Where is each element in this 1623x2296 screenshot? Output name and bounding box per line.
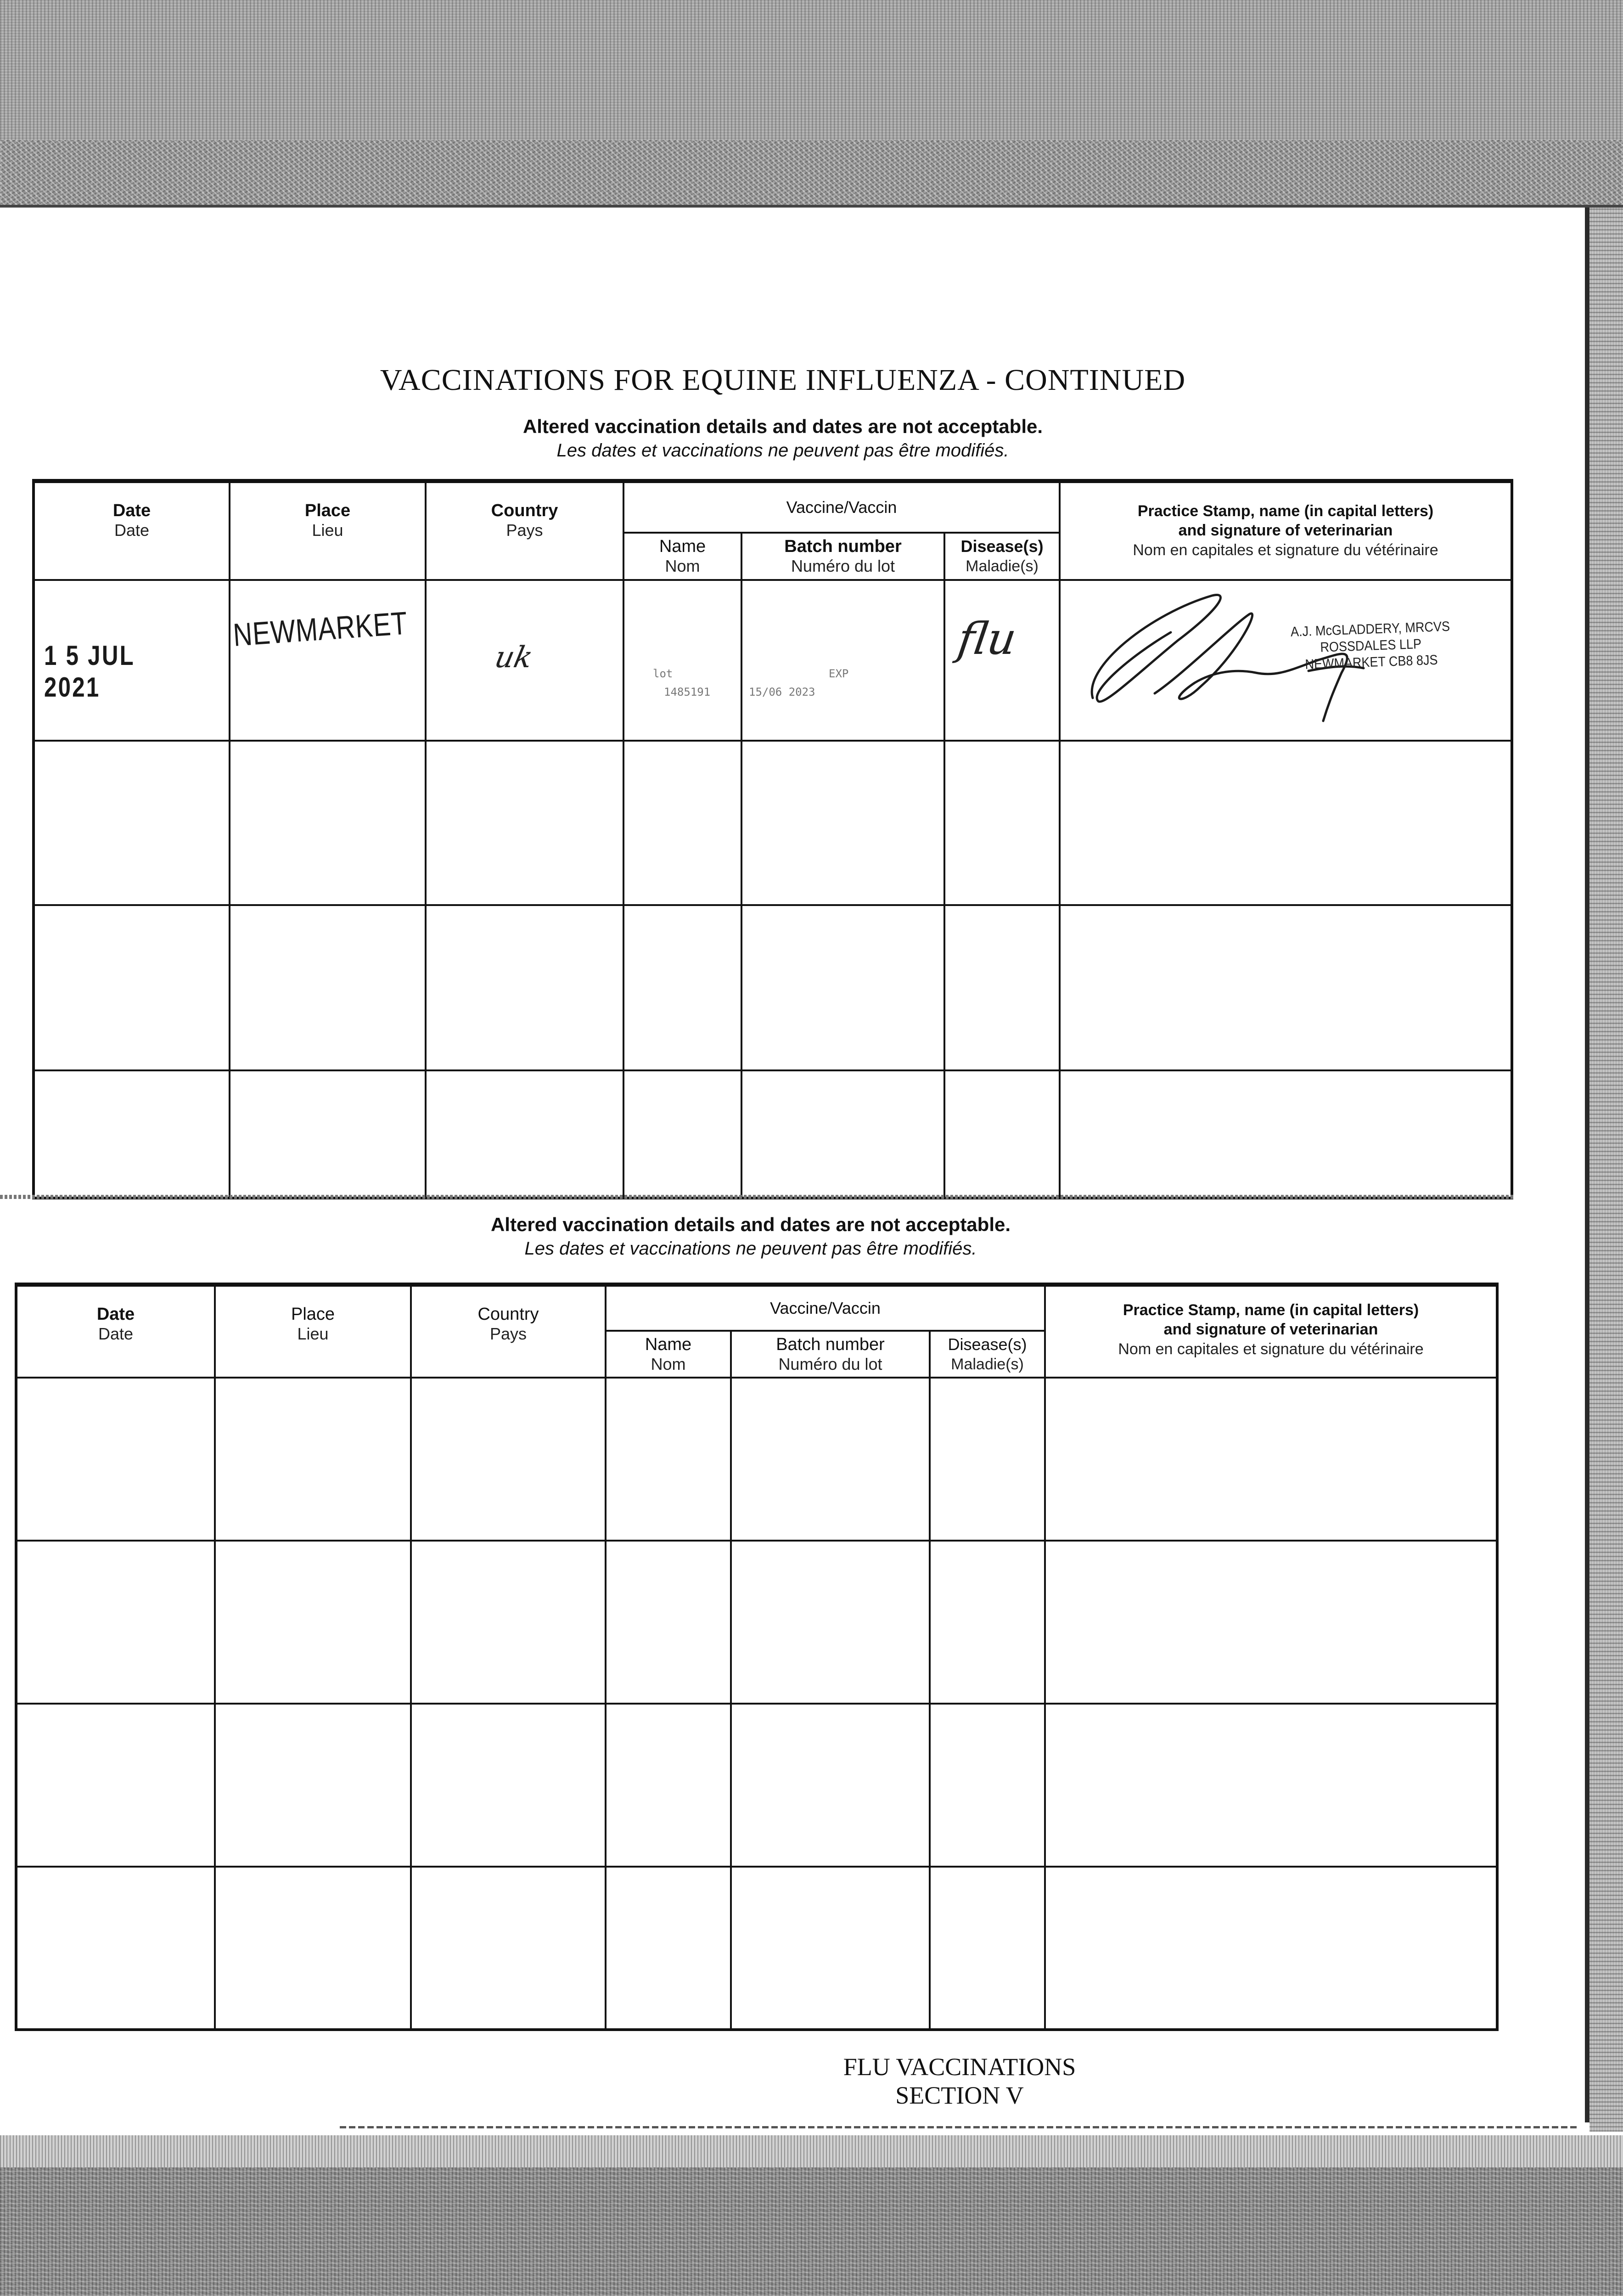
disease-handwritten: flu [955, 613, 1020, 664]
cell-name [623, 905, 741, 1070]
notice-english: Altered vaccination details and dates are not acceptable. [490, 1214, 1011, 1235]
header-name-fr: Nom [651, 1354, 686, 1373]
scan-line-bottom [340, 2126, 1579, 2128]
cell-country [411, 1541, 606, 1704]
cell-country [426, 1070, 623, 1198]
cell-date [16, 1541, 215, 1704]
cell-batch [731, 1541, 930, 1704]
cell-practice-stamp [1045, 1867, 1497, 2030]
date-stamp: 1 5 JUL 2021 [44, 640, 135, 703]
header-place [215, 1285, 411, 1378]
cell-name [623, 580, 741, 741]
cell-country [411, 1704, 606, 1867]
cell-place [230, 580, 426, 741]
header-stamp-en-2: and signature of veterinarian [1163, 1321, 1378, 1338]
footer-line-1: FLU VACCINATIONS [843, 2053, 1076, 2081]
page-top-edge [0, 205, 1623, 208]
header-disease-fr: Maladie(s) [951, 1355, 1024, 1373]
header-country-en: Country [491, 501, 558, 520]
header-batch-en: Batch number [776, 1334, 885, 1354]
cell-name [623, 1070, 741, 1198]
notice-top [0, 414, 1566, 462]
cell-batch [731, 1378, 930, 1541]
header-place-fr: Lieu [297, 1324, 329, 1343]
cell-practice-stamp [1045, 1541, 1497, 1704]
table-row [34, 905, 1512, 1070]
cell-practice-stamp [1060, 905, 1512, 1070]
cell-place [215, 1867, 411, 2030]
header-place-en: Place [291, 1305, 335, 1324]
cell-place [215, 1704, 411, 1867]
header-date-fr: Date [98, 1324, 134, 1343]
cell-disease [930, 1541, 1045, 1704]
lot-number: 1485191 [664, 685, 711, 698]
cell-disease [944, 1070, 1060, 1198]
cell-disease [944, 741, 1060, 905]
country-handwritten: uk [492, 640, 536, 675]
table-row [34, 1070, 1512, 1198]
header-name-en: Name [659, 537, 706, 556]
notice-middle [0, 1212, 1533, 1260]
page-right-edge [1585, 208, 1589, 2122]
header-date-en: Date [112, 501, 151, 520]
cell-disease [944, 580, 1060, 741]
stamp-town: NEWMARKET CB8 8JS [1304, 652, 1438, 672]
notice-french: Les dates et vaccinations ne peuvent pas être modifiés. [556, 440, 1009, 461]
lot-label: lot [653, 667, 673, 680]
cell-disease [930, 1378, 1045, 1541]
header-country-fr: Pays [489, 1324, 527, 1343]
header-disease-fr: Maladie(s) [966, 557, 1039, 575]
header-date [16, 1285, 215, 1378]
footer-line-2: SECTION V [895, 2082, 1024, 2109]
cell-date [34, 905, 230, 1070]
cell-country [426, 905, 623, 1070]
cell-place [230, 1070, 426, 1198]
cell-batch [741, 1070, 944, 1198]
header-batch-fr: Numéro du lot [791, 557, 895, 575]
header-practice-stamp [1060, 481, 1512, 580]
cell-practice-stamp [1045, 1378, 1497, 1541]
header-stamp-en-1: Practice Stamp, name (in capital letters) [1123, 1301, 1419, 1319]
header-disease-en: Disease(s) [960, 537, 1044, 556]
header-batch [741, 533, 944, 580]
header-country-en: Country [477, 1305, 539, 1324]
veterinarian-stamp [1263, 617, 1479, 674]
vaccination-table-1 [32, 479, 1513, 1199]
header-vaccine: Vaccine/Vaccin [606, 1285, 1045, 1331]
table-row [34, 741, 1512, 905]
header-name [606, 1331, 731, 1378]
cell-place [230, 741, 426, 905]
header-disease [930, 1331, 1045, 1378]
cell-disease [930, 1867, 1045, 2030]
place-stamp: NEWMARKET [232, 605, 409, 653]
cell-date [16, 1704, 215, 1867]
cell-batch [731, 1704, 930, 1867]
header-date-en: Date [96, 1305, 135, 1324]
stamp-practice: ROSSDALES LLP [1320, 636, 1422, 655]
header-name-fr: Nom [665, 557, 700, 575]
scan-line [0, 1195, 1515, 1199]
header-name-en: Name [645, 1334, 692, 1354]
table-row [16, 1867, 1497, 2030]
cell-batch [741, 580, 944, 741]
section-footer [817, 2053, 1102, 2110]
cell-name [606, 1378, 731, 1541]
header-country [411, 1285, 606, 1378]
exp-label: EXP [829, 667, 849, 680]
cell-date [34, 580, 230, 741]
cell-date [16, 1378, 215, 1541]
page-title: VACCINATIONS FOR EQUINE INFLUENZA - CONTINUED [380, 363, 1186, 397]
vaccination-table-2 [15, 1283, 1499, 2031]
cell-country [411, 1867, 606, 2030]
cell-country [426, 580, 623, 741]
cell-name [606, 1704, 731, 1867]
cell-name [606, 1541, 731, 1704]
table-row [16, 1378, 1497, 1541]
header-practice-stamp [1045, 1285, 1497, 1378]
cell-country [426, 741, 623, 905]
cell-disease [930, 1704, 1045, 1867]
header-batch-fr: Numéro du lot [778, 1354, 882, 1373]
cell-name [623, 741, 741, 905]
scan-noise-bottom [0, 2135, 1623, 2167]
header-stamp-fr: Nom en capitales et signature du vétérinaire [1118, 1340, 1424, 1358]
header-name [623, 533, 741, 580]
header-date [34, 481, 230, 580]
header-batch-en: Batch number [784, 537, 902, 556]
cell-batch [731, 1867, 930, 2030]
cell-name [606, 1867, 731, 2030]
table-row [16, 1704, 1497, 1867]
cell-date [34, 741, 230, 905]
cell-batch [741, 905, 944, 1070]
cell-practice-stamp [1060, 580, 1512, 741]
cell-disease [944, 905, 1060, 1070]
header-place [230, 481, 426, 580]
cell-country [411, 1378, 606, 1541]
cell-practice-stamp [1060, 741, 1512, 905]
cell-place [215, 1378, 411, 1541]
cell-practice-stamp [1060, 1070, 1512, 1198]
scan-border-bottom [0, 2167, 1623, 2296]
scan-border-top [0, 0, 1623, 140]
header-place-en: Place [304, 501, 351, 520]
stamp-vet-name: A.J. McGLADDERY, MRCVS [1290, 619, 1450, 640]
header-stamp-fr: Nom en capitales et signature du vétérinaire [1133, 541, 1438, 559]
header-stamp-en-1: Practice Stamp, name (in capital letters) [1137, 502, 1434, 520]
exp-date: 15/06 2023 [749, 685, 815, 698]
cell-date [16, 1867, 215, 2030]
scan-border-right [1589, 208, 1623, 2132]
scan-noise-top [0, 140, 1623, 207]
cell-place [215, 1541, 411, 1704]
header-disease-en: Disease(s) [948, 1334, 1027, 1354]
cell-practice-stamp [1045, 1704, 1497, 1867]
header-batch [731, 1331, 930, 1378]
notice-french: Les dates et vaccinations ne peuvent pas être modifiés. [524, 1238, 977, 1259]
cell-date [34, 1070, 230, 1198]
notice-english: Altered vaccination details and dates are not acceptable. [522, 416, 1043, 437]
header-vaccine: Vaccine/Vaccin [623, 481, 1060, 533]
cell-batch [741, 741, 944, 905]
header-stamp-en-2: and signature of veterinarian [1178, 522, 1393, 539]
header-place-fr: Lieu [312, 521, 343, 540]
cell-place [230, 905, 426, 1070]
header-country-fr: Pays [506, 521, 543, 540]
header-country [426, 481, 623, 580]
header-date-fr: Date [114, 521, 150, 540]
header-disease [944, 533, 1060, 580]
table-row [16, 1541, 1497, 1704]
table-row [34, 580, 1512, 741]
